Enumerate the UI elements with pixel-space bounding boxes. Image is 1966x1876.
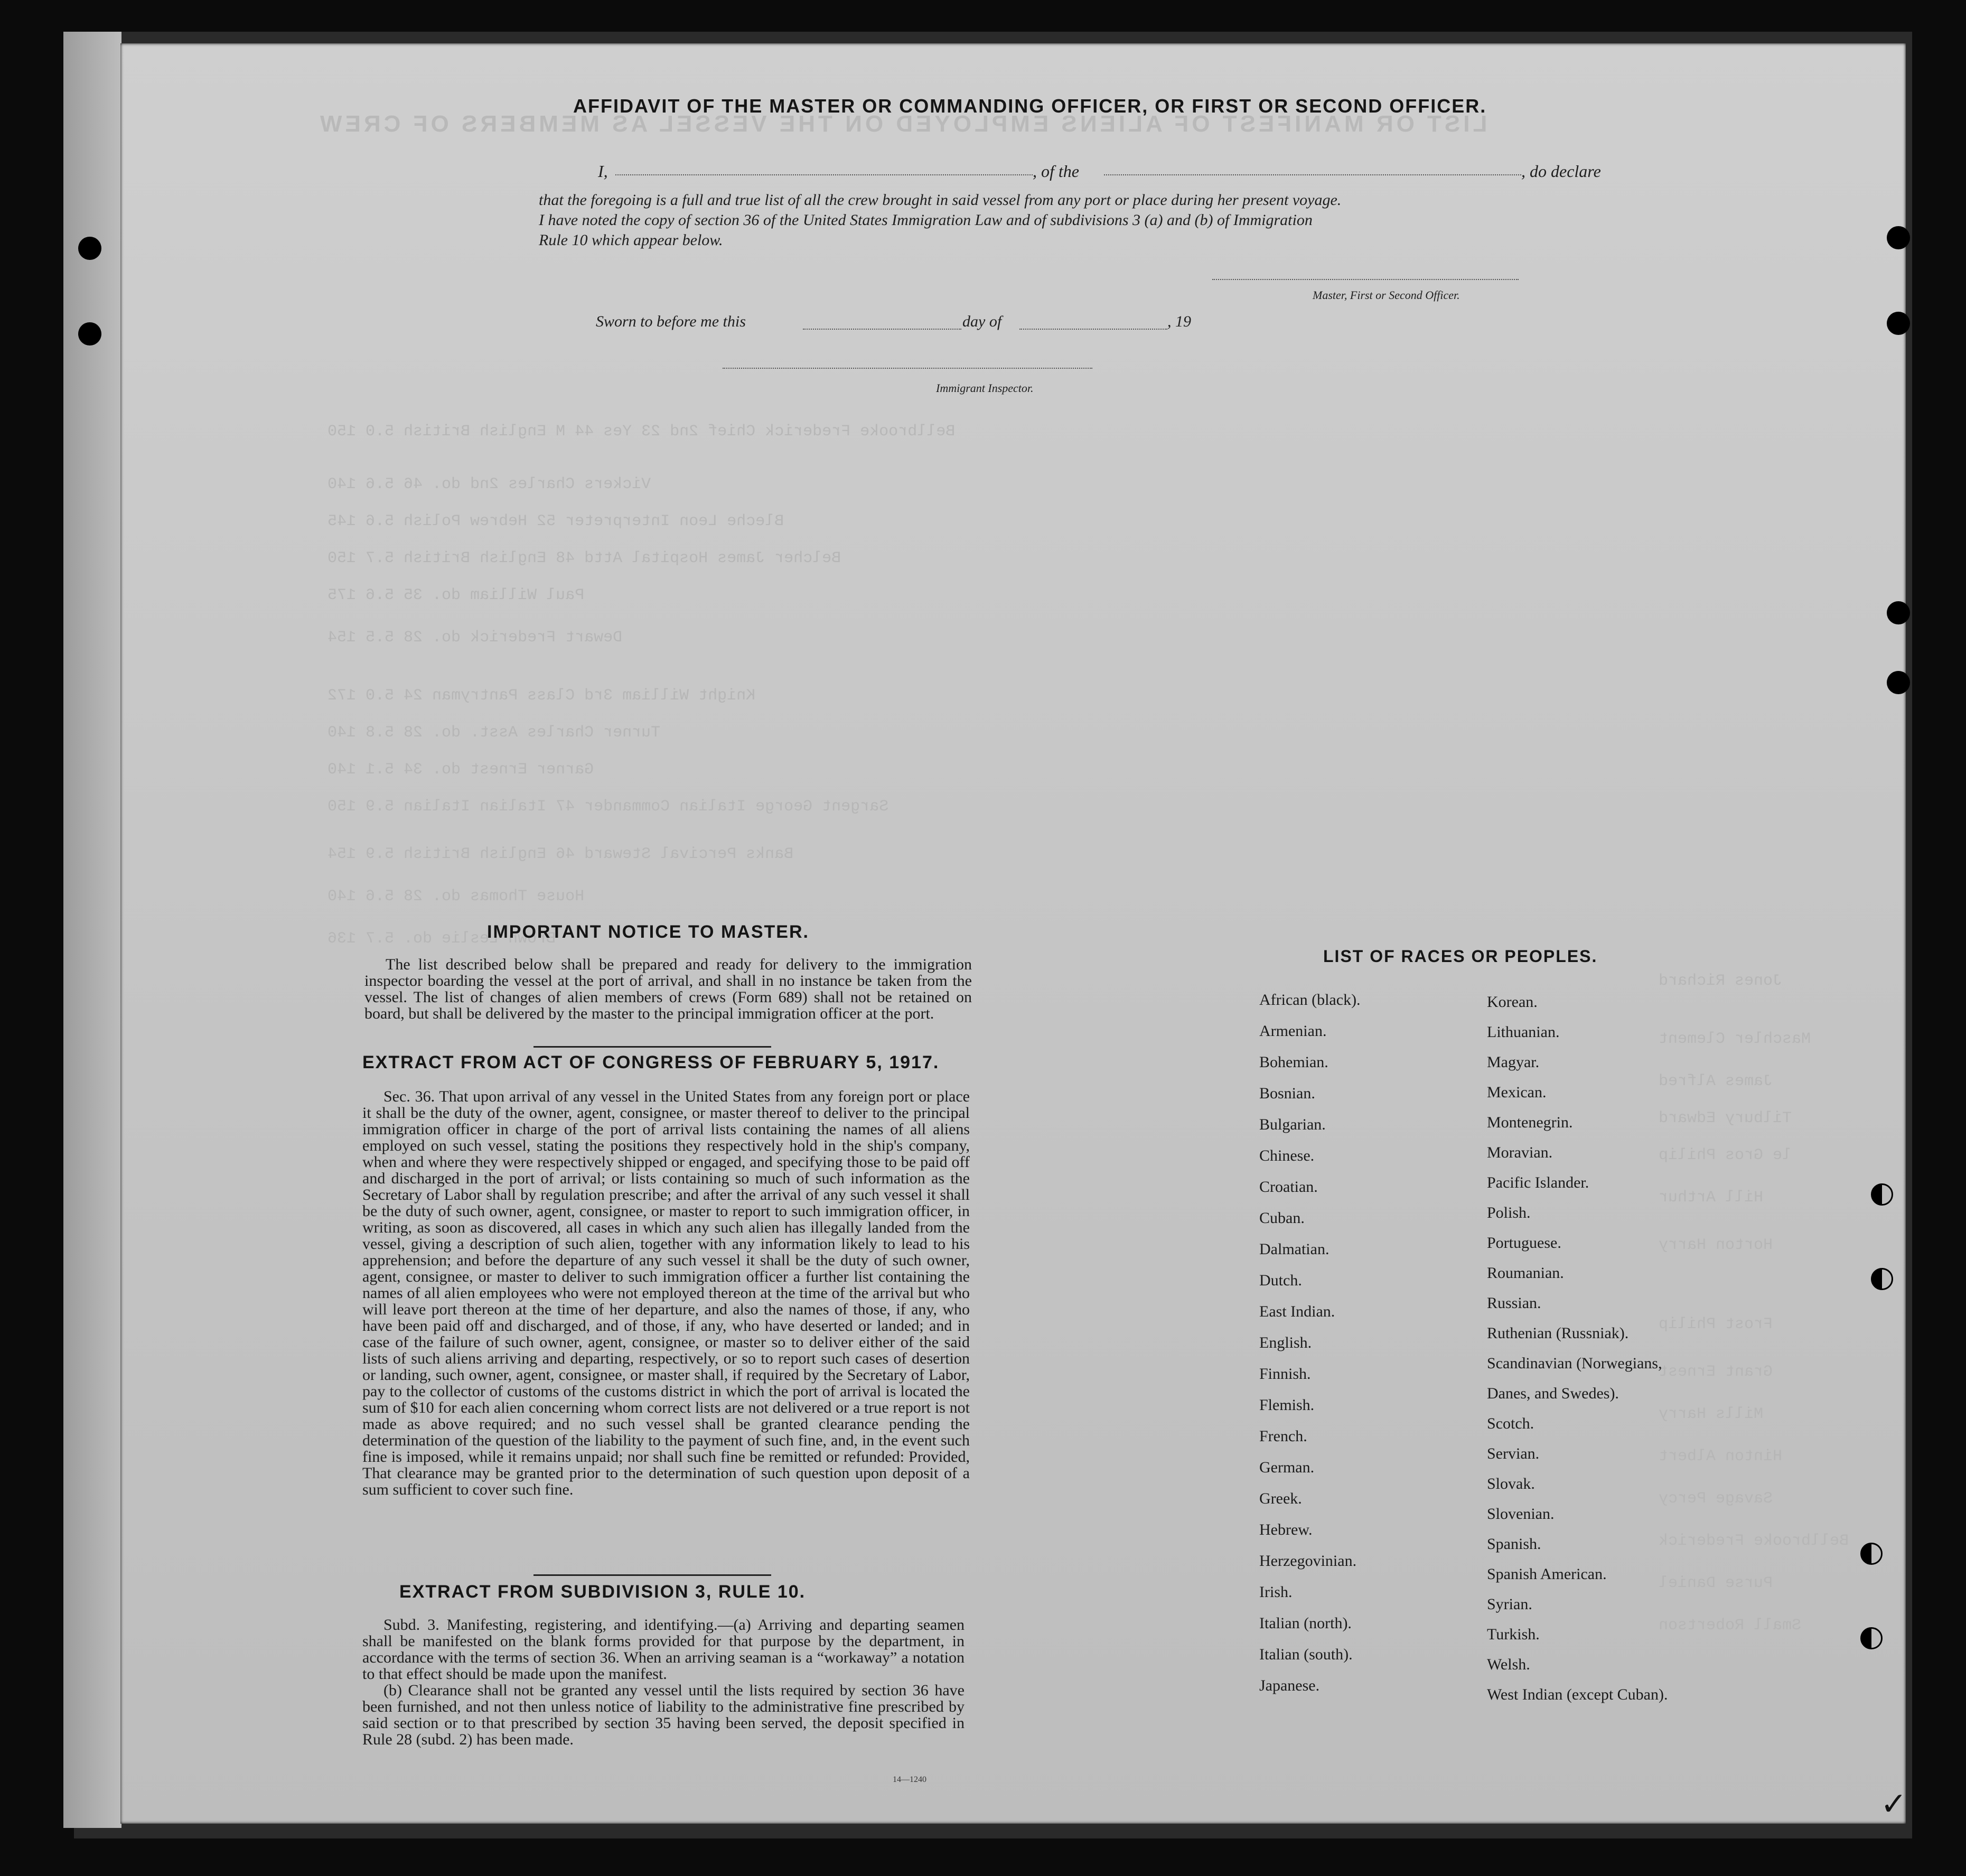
binding-edge — [63, 32, 121, 1828]
master-signature-label: Master, First or Second Officer. — [1313, 288, 1460, 302]
race-item: Irish. — [1259, 1583, 1293, 1601]
race-item: Cuban. — [1259, 1209, 1305, 1227]
bleed-through-row: Sargent George Italian Commander 47 Italian Italian 5.9 150 — [327, 798, 889, 816]
race-item: Italian (north). — [1259, 1614, 1352, 1632]
race-item: English. — [1259, 1334, 1312, 1351]
bleed-through-row: Brown Leslie do. 5.7 136 — [327, 930, 556, 948]
act-paragraph: Sec. 36. That upon arrival of any vessel in the United States from any foreign port or place it shall be the duty of the owner, agent, consignee, or master thereof to deliver to the principal immigration officer in charge of the port of arrival lists containing the names of all aliens employed on such vessel, stating the positions they respectively hold in the ship's company, when and where they were respectively shipped or engaged, and specifying those to be paid off and discharged in the port of arrival; or lists containing so much of such information as the Secretary of Labor shall by regulation prescribe; and after the arrival of any such vessel it shall be the duty of such owner, agent, consignee, or master to report to such immigration officer, in writing, as soon as discovered, all cases in which any such alien has illegally landed from the vessel, giving a description of such alien, together with any information likely to lead to his apprehension; and before the departure of any such vessel it shall be the duty of such owner, agent, consignee, or master to deliver to such immigration officer a further list containing the names of all alien employees who were not employed thereon at the time of the arrival but who will leave port thereon at the time of her departure, and also the names of those, if any, who have been paid off and discharged, and of those, if any, who have deserted or landed; and in case of the failure of such owner, agent, consignee, or master so to deliver either of the said lists of such aliens arriving and departing, respectively, or so to report such cases of desertion or landing, such owner, agent, consignee, or master shall, if required by the Secretary of Labor, pay to the collector of customs of the customs district in which the port of arrival is located the sum of $10 for each alien concerning whom correct lists are not delivered or a true report is not made as above required; and no such vessel shall be granted clearance pending the determination of the question of the liability to the payment of such fine, and, in the event such fine is imposed, while it remains unpaid; nor shall such fine be remitted or refunded: Provided, That clearance may be granted prior to the determination of such question upon deposit of a sum sufficient to cover such fine. — [362, 1088, 970, 1498]
race-item: Syrian. — [1487, 1595, 1532, 1613]
bleed-through-row: Banks Percival Steward 46 English British 5.9 154 — [327, 845, 794, 863]
bleed-through-row: Hinton Albert — [1659, 1448, 1783, 1466]
form-code: 14—1240 — [893, 1775, 926, 1784]
race-item: Slovak. — [1487, 1475, 1535, 1492]
race-item: Greek. — [1259, 1490, 1302, 1507]
master-signature-field[interactable] — [1212, 279, 1519, 280]
bleed-through-row: Vickers Charles 2nd do. 46 5.6 140 — [327, 475, 651, 493]
races-title: LIST OF RACES OR PEOPLES. — [1323, 947, 1598, 966]
bleed-through-row: Knight William 3rd Class Pantryman 24 5.0 172 — [327, 687, 756, 705]
race-item: Finnish. — [1259, 1365, 1311, 1383]
race-item: East Indian. — [1259, 1303, 1335, 1320]
race-item: African (black). — [1259, 991, 1361, 1009]
race-item: French. — [1259, 1427, 1307, 1445]
race-item: Korean. — [1487, 993, 1538, 1011]
bleed-through-row: le Gros Philip — [1659, 1146, 1792, 1164]
race-item: Russian. — [1487, 1294, 1541, 1312]
rule-subd-b: (b) Clearance shall not be granted any vessel until the lists required by section 36 have been furnished, and not then unless notice of liability to the administrative fine prescribed by said section or to that prescribed by section 35 having been served, the deposit specified in Rule 28 (subd. 2) has been made. — [362, 1682, 965, 1748]
act-title: EXTRACT FROM ACT OF CONGRESS OF FEBRUARY 5, 1917. — [362, 1052, 940, 1072]
punch-hole — [1887, 312, 1910, 335]
race-item: Pacific Islander. — [1487, 1174, 1589, 1191]
bleed-through-row: Turner Charles Asst. do. 28 5.8 140 — [327, 724, 661, 742]
day-of-label: day of — [962, 313, 1002, 330]
race-item: Roumanian. — [1487, 1264, 1564, 1282]
race-item: Scandinavian (Norwegians, — [1487, 1355, 1662, 1372]
bleed-through-row: Bleche Leon Interpreter 52 Hebrew Polish 5.6 145 — [327, 512, 784, 530]
rule-body — [362, 1617, 965, 1748]
race-item: Spanish American. — [1487, 1565, 1607, 1583]
race-item: Polish. — [1487, 1204, 1531, 1221]
bleed-through-row: Purse Daniel — [1659, 1574, 1773, 1592]
bleed-through-row: Horton Harry — [1659, 1236, 1773, 1254]
race-item: Scotch. — [1487, 1415, 1534, 1432]
race-item: German. — [1259, 1459, 1315, 1476]
sworn-month-field[interactable] — [1019, 329, 1167, 330]
affidavit-i-label: I, — [598, 162, 608, 181]
race-item: Armenian. — [1259, 1022, 1327, 1040]
notice-divider — [533, 1046, 771, 1048]
race-item: Magyar. — [1487, 1053, 1540, 1071]
race-item: Montenegrin. — [1487, 1114, 1573, 1131]
bleed-through-row: Garner Ernest do. 34 5.1 140 — [327, 761, 594, 779]
bleed-through-row: Belcher James Hospital Attd 48 English British 5.7 150 — [327, 549, 841, 567]
bleed-through-row: Grant Ernest — [1659, 1363, 1773, 1381]
race-item: Ruthenian (Russniak). — [1487, 1324, 1629, 1342]
bleed-through-row: Hill Arthur — [1659, 1189, 1764, 1207]
punch-hole — [1871, 1268, 1893, 1290]
master-name-field[interactable] — [615, 174, 1033, 175]
race-item: West Indian (except Cuban). — [1487, 1686, 1668, 1703]
bleed-through-row: James Alfred — [1659, 1072, 1773, 1090]
race-item: Servian. — [1487, 1445, 1540, 1462]
notice-paragraph: The list described below shall be prepared and ready for delivery to the immigration inspector boarding the vessel at the port of arrival, and shall in no instance be taken from the vessel. The list of changes of alien members of crews (Form 689) shall not be retained on board, but shall be delivered by the master to the principal immigration officer at the port. — [364, 956, 972, 1022]
punch-hole — [1887, 601, 1910, 624]
rule-title: EXTRACT FROM SUBDIVISION 3, RULE 10. — [399, 1582, 806, 1602]
rule-subd-a: Subd. 3. Manifesting, registering, and identifying.—(a) Arriving and departing seamen shall be manifested on the blank forms provided for that purpose by the department, in accordance with the terms of section 36. When an arriving seaman is a “workaway” a notation to that effect should be made upon the manifest. — [362, 1616, 965, 1683]
bleed-through-row: Maschler Clement — [1659, 1030, 1811, 1048]
affidavit-declare-label: , do declare — [1521, 162, 1601, 181]
bleed-through-row: Bellbrooke Frederick Chief 2nd 23 Yes 44 M English British 5.0 150 — [327, 423, 956, 441]
bleed-through-row: Savage Percy — [1659, 1490, 1773, 1508]
punch-hole — [1871, 1183, 1893, 1206]
bleed-through-row: Frost Philip — [1659, 1315, 1773, 1333]
race-item: Portuguese. — [1487, 1234, 1561, 1252]
race-item: Flemish. — [1259, 1396, 1315, 1414]
bleed-through-row: Mills Harry — [1659, 1405, 1764, 1423]
race-item: Dalmatian. — [1259, 1240, 1330, 1258]
vessel-name-field[interactable] — [1104, 174, 1521, 175]
inspector-signature-field[interactable] — [723, 368, 1092, 369]
affidavit-line-4: Rule 10 which appear below. — [539, 231, 723, 249]
punch-hole — [1887, 671, 1910, 694]
race-item: Slovenian. — [1487, 1505, 1555, 1523]
race-item: Dutch. — [1259, 1272, 1302, 1289]
race-item: Spanish. — [1487, 1535, 1541, 1553]
race-item: Japanese. — [1259, 1677, 1320, 1694]
race-item: Danes, and Swedes). — [1487, 1385, 1619, 1402]
sworn-day-field[interactable] — [803, 329, 961, 330]
affidavit-title: AFFIDAVIT OF THE MASTER OR COMMANDING OFFICER, OR FIRST OR SECOND OFFICER. — [573, 95, 1487, 117]
race-item: Bulgarian. — [1259, 1116, 1326, 1133]
affidavit-line-3: I have noted the copy of section 36 of the United States Immigration Law and of subdivisions 3 (a) and (b) of Immigration — [539, 211, 1313, 229]
race-item: Bosnian. — [1259, 1085, 1315, 1102]
race-item: Herzegovinian. — [1259, 1552, 1357, 1570]
race-item: Turkish. — [1487, 1626, 1540, 1643]
bleed-through-row: Dewart Frederick do. 28 5.5 154 — [327, 629, 623, 647]
bleed-through-row: Paul William do. 35 5.6 175 — [327, 586, 585, 604]
bleed-through-heading: LIST OR MANIFEST OF ALIENS EMPLOYED ON THE VESSEL AS MEMBERS OF CREW — [317, 111, 1487, 137]
race-item: Lithuanian. — [1487, 1023, 1560, 1041]
race-item: Chinese. — [1259, 1147, 1315, 1164]
race-item: Hebrew. — [1259, 1521, 1313, 1538]
affidavit-line-2: that the foregoing is a full and true list of all the crew brought in said vessel from any port or place during her present voyage. — [539, 191, 1342, 209]
race-item: Croatian. — [1259, 1178, 1318, 1196]
year-label: , 19 — [1167, 313, 1191, 330]
bleed-through-row: Jones Richard — [1659, 972, 1783, 990]
race-item: Mexican. — [1487, 1084, 1547, 1101]
notice-body — [364, 956, 972, 1022]
punch-hole — [78, 237, 101, 260]
inspector-label: Immigrant Inspector. — [936, 381, 1034, 395]
sworn-label: Sworn to before me this — [596, 313, 746, 330]
bleed-through-row: Small Robertson — [1659, 1617, 1802, 1635]
punch-hole — [1887, 226, 1910, 249]
race-item: Welsh. — [1487, 1656, 1530, 1673]
bleed-through-row: Bellbrooke Frederick — [1659, 1532, 1849, 1550]
margin-check-mark: ✓ — [1880, 1787, 1907, 1822]
act-divider — [533, 1574, 771, 1576]
race-item: Italian (south). — [1259, 1646, 1353, 1663]
punch-hole — [1860, 1543, 1883, 1565]
notice-title: IMPORTANT NOTICE TO MASTER. — [487, 922, 809, 942]
affidavit-of-the-label: , of the — [1033, 162, 1079, 181]
punch-hole — [78, 322, 101, 346]
bleed-through-row: House Thomas do. 28 5.6 140 — [327, 888, 585, 906]
act-body — [362, 1088, 970, 1498]
bleed-through-row: Tilbury Edward — [1659, 1109, 1792, 1127]
race-item: Bohemian. — [1259, 1053, 1328, 1071]
race-item: Moravian. — [1487, 1144, 1553, 1161]
punch-hole — [1860, 1627, 1883, 1649]
